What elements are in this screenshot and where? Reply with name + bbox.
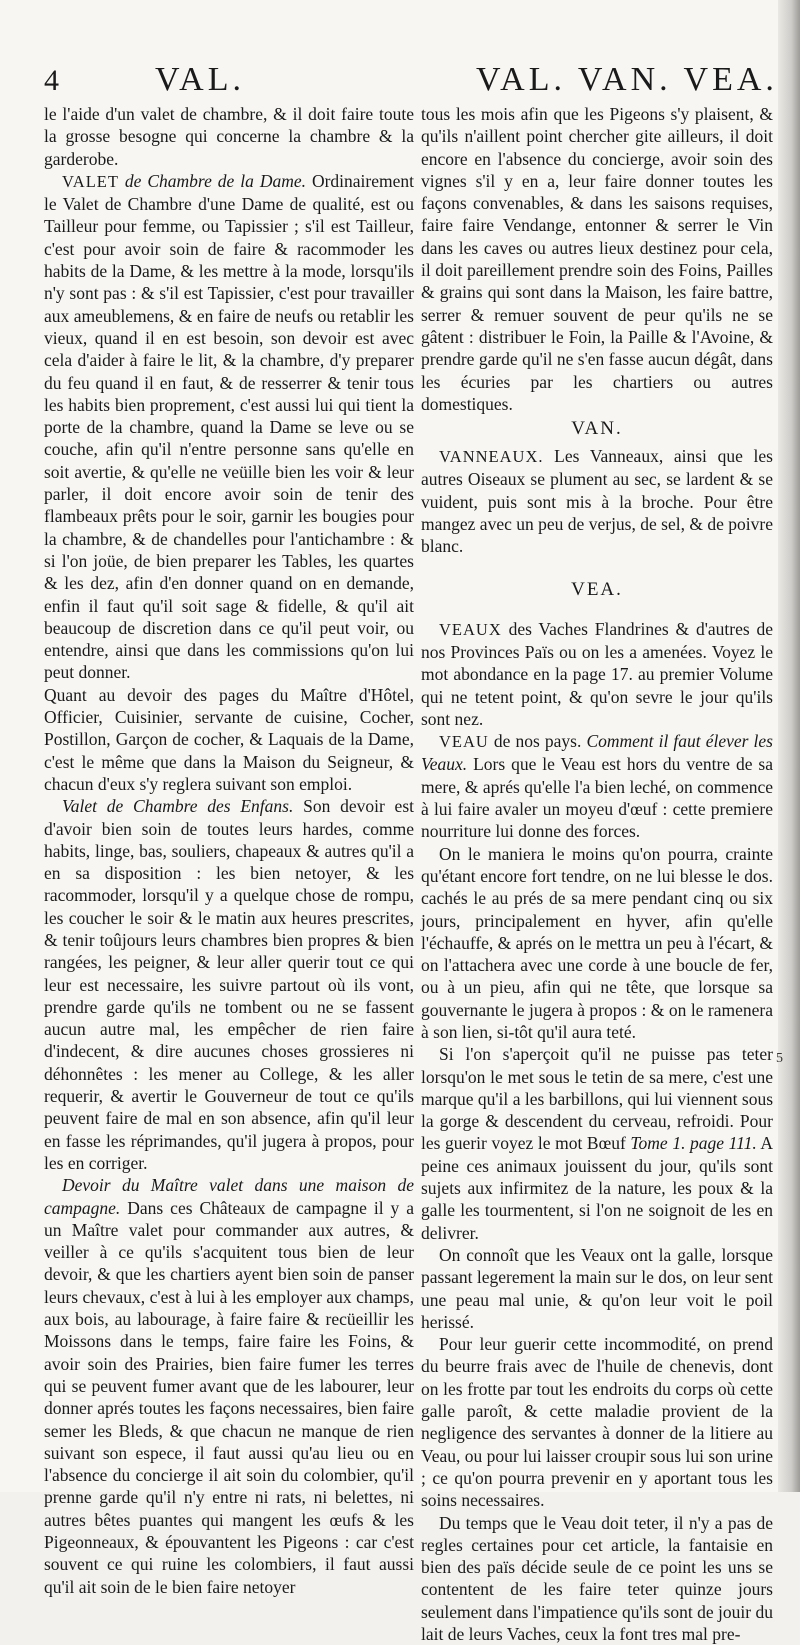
body-text: Lors que le Veau est hors du ventre de sa mere, & aprés qu'elle l'a bien leché, on commence à lui faire avaler un moyeu d'œuf : cette premiere nourriture lui donne des forces. xyxy=(421,754,773,842)
entry-headword: VALET xyxy=(62,171,119,191)
body-text: Ordinairement le Valet de Chambre d'une Dame de qualité, est ou Tailleur pour femme, ou Tapissier ; s'il est Tailleur, c'est pour avoir soin de faire & racommoder les habits de la Dame, & les mettre à la mode, lorsqu'ils n'y sont pas : & s'il est Tapissier, c'est pour travailler aux ameublemens, & en faire de neufs ou retablir les vieux, quand il en est besoin, son devoir est avec cela d'aider à faire le lit, & la chambre, d'y preparer du feu quand il en faut, & de resserrer & tenir tous les habits bien proprement, c'est aussi lui qui tient la porte de la chambre, quand la Dame se leve ou se couche, afin qu'il n'entre personne sans qu'elle en soit avertie, & qu'elle ne veüille bien les voir & leur parler, il doit encore avoir soin de tenir des flambeaux prêts pour le soir, garnir les bougies pour la chambre, & de chandelles pour l'antichambre : & si l'on joüe, de bien preparer les Tables, les quartes & les dez, afin d'en donner quand on en demande, enfin il faut qu'il soit sage & fidelle, & qu'il ait beaucoup de discretion dans ce qu'il peut voir, ou entendre, ainsi que dans les commissions qu'on lui peut donner. xyxy=(44,170,414,683)
left-column xyxy=(44,103,414,1598)
paragraph xyxy=(421,445,773,557)
paragraph xyxy=(421,618,773,730)
body-text: Du temps que le Veau doit teter, il n'y a pas de regles certaines pour cet article, la fantaisie en bien des païs décide seule de ce point les uns se contentent de les faire teter quinze jours seulement dans l'impatience qu'ils sont de jouir du lait de leurs Vaches, ceux la font tres mal pre- xyxy=(421,1512,773,1644)
italic-text: Devoir du Maître valet dans une maison de campagne. xyxy=(44,1175,414,1218)
paragraph xyxy=(421,103,773,415)
entry-headword: VEAU xyxy=(439,732,489,752)
body-text: Dans ces Châteaux de campagne il y a un Maître valet pour commander aux autres, & veiller à ce qu'ils s'acquitent tous bien de leur devoir, & que les chartiers ayent bien soin de panser leurs chevaux, c'est à lui à les employer aux champs, aux bois, au labourage, à faire faire & recüeillir les Moissons dans le temps, faire faire les Foins, & avoir soin des Prairies, bien faire fumer les terres qui se peuvent fumer avant que de les labourer, leur donner aprés toutes les façons necessaires, bien faire semer les Bleds, & que chacun ne manque de rien suivant son espece, il faut aussi qu'au lieu ou en l'absence du concierge il ait soin du colombier, qu'il prenne garde qu'il n'y entre ni rats, ni belettes, ni autres bêtes puantes qui mangent les œufs & les Pigeonneaux, & épouvantent les Pigeons : car c'est souvent ce qui ruine les colombiers, il faut aussi qu'il ait soin de le bien faire netoyer xyxy=(44,1197,414,1597)
paragraph xyxy=(421,730,773,842)
body-text: Pour leur guerir cette incommodité, on prend du beurre frais avec de l'huile de chenevis, dont on les frotte par tout les endroits du corps où cette galle paroît, & cette maladie provient de la negligence des servantes à donner de la litiere au Veau, ou pour lui laisser croupir sous lui son urine ; ce qu'on pourra prevenir en y aportant tous les soins necessaires. xyxy=(421,1334,773,1511)
body-text: Les Vanneaux, ainsi que les autres Oiseaux se plument au sec, se lardent & se vuident, puis sont mis à la broche. Pour être mangez avec un peu de verjus, de sel, & de poivre blanc. xyxy=(421,446,773,557)
paragraph xyxy=(44,103,414,170)
page-number: 4 xyxy=(44,64,59,97)
paragraph xyxy=(421,1333,773,1511)
paragraph xyxy=(421,843,773,1044)
section-heading: VEA. xyxy=(571,578,623,600)
paragraph xyxy=(44,795,414,1174)
body-text: On le maniera le moins qu'on pourra, crainte qu'étant encore fort tendre, on ne lui blesse le dos. cachés le au prés de sa mere pendant cinq ou six jours, principalement en hyver, afin qu'elle l'échauffe, & aprés on le mettra un peu à l'écart, & on l'attachera avec une corde à une boucle de fer, ou à un pieu, afin qui ne tête, que lorsque sa gouvernante le jugera à propos : & on le ramenera à son lien, si-tôt qu'il aura teté. xyxy=(421,843,773,1042)
entry-headword: VANNEAUX. xyxy=(439,447,544,467)
entry-headword: VEAUX xyxy=(439,619,502,639)
section-heading: VAN. xyxy=(571,418,623,440)
italic-text: Comment il faut élever les Veaux. xyxy=(421,731,773,775)
body-text: des Vaches Flandrines & d'autres de nos Provinces Païs ou on les a amenées. Voyez le mot abondance en la page 17. au premier Volume qui ne tetent point, & qu'on sevre le jour qu'ils sont nez. xyxy=(421,618,773,729)
paragraph xyxy=(421,1244,773,1333)
body-text: Quant au devoir des pages du Maître d'Hôtel, Officier, Cuisinier, servante de cuisine, Cocher, Postillon, Garçon de cocher, & Laquais de la Dame, c'est le même que dans la Maison du Seigneur, & chacun d'eux s'y reglera suivant son emploi. xyxy=(44,684,414,794)
paragraph xyxy=(44,1174,414,1598)
paragraph xyxy=(421,1043,773,1244)
left-title: VAL. xyxy=(155,61,245,98)
page-edge xyxy=(778,0,800,1492)
italic-text: Valet de Chambre des Enfans. xyxy=(62,796,294,817)
margin-mark: 5 xyxy=(776,1051,783,1066)
running-head-left xyxy=(44,60,414,101)
body-text: A peine ces animaux jouissent du jour, qu'ils sont sujets aux infirmitez de la nature, les poux & la galle les tourmentent, si l'on ne soignoit de les en delivrer. xyxy=(421,1133,773,1243)
body-text: le l'aide d'un valet de chambre, & il doit faire toute la grosse besogne qui concerne la chambre & la garderobe. xyxy=(44,104,414,169)
paragraph xyxy=(44,684,414,795)
body-text: Si l'on s'aperçoit qu'il ne puisse pas teter lorsqu'on le met sous le tetin de sa mere, c'est une marque qu'il a les barbillons, qui lui viennent sous la gorge & descendent du cerveau, refroidi. Pour les guerir voyez le mot Bœuf xyxy=(421,1044,773,1154)
running-head-right: VAL. VAN. VEA. xyxy=(476,61,778,98)
right-column xyxy=(421,103,773,1645)
italic-text: Tome 1. page 111. xyxy=(630,1133,757,1154)
body-text: tous les mois afin que les Pigeons s'y plaisent, & qu'ils n'aillent point chercher gite ailleurs, il doit encore en l'absence du concierge, avoir soin des vignes s'il y en a, leur faire donner toutes les façons convenables, & dans les saisons requises, faire faire Vendange, entonner & serrer le Vin dans les caves ou autres lieux destinez pour cela, il doit pareillement prendre soin des Foins, Pailles & grains qui sont dans la Maison, les faire battre, serrer & remuer souvent de peur qu'ils ne se gâtent : distribuer le Foin, la Paille & l'Avoine, & prendre garde qu'il ne s'en fasse aucun dégât, dans les écuries par les chartiers ou autres domestiques. xyxy=(421,104,773,414)
body-text: Son devoir est d'avoir bien soin de toutes leurs hardes, comme habits, linge, bas, souliers, chapeaux & autres qu'il a en sa disposition : les bien netoyer, & les racommoder, lorsqu'il y a quelque chose de rompu, les coucher le soir & le matin aux heures prescrites, & tenir toûjours leurs chambres bien propres & bien rangées, les peigner, & leur aller querir tout ce qui leur est necessaire, les suivre partout où ils vont, prendre garde qu'ils ne tombent ou ne se fassent aucun autre mal, les empêcher de rien faire d'indecent, & dire aucunes choses grossieres ni déhonnêtes : les mener au College, & les aller requerir, & avertir le Gouverneur de tout ce qu'ils peuvent faire de mal en son absence, afin qu'il leur en fasse les réprimandes, qu'il jugera à propos, pour les en corriger. xyxy=(44,796,414,1173)
paragraph xyxy=(44,170,414,684)
body-text: de nos pays. xyxy=(488,731,587,752)
paragraph xyxy=(421,1512,773,1645)
body-text: On connoît que les Veaux ont la galle, lorsque passant legerement la main sur le dos, on leur sent une peau mal unie, & qu'on leur voit le poil herissé. xyxy=(421,1244,773,1332)
italic-text: de Chambre de la Dame. xyxy=(118,170,306,191)
